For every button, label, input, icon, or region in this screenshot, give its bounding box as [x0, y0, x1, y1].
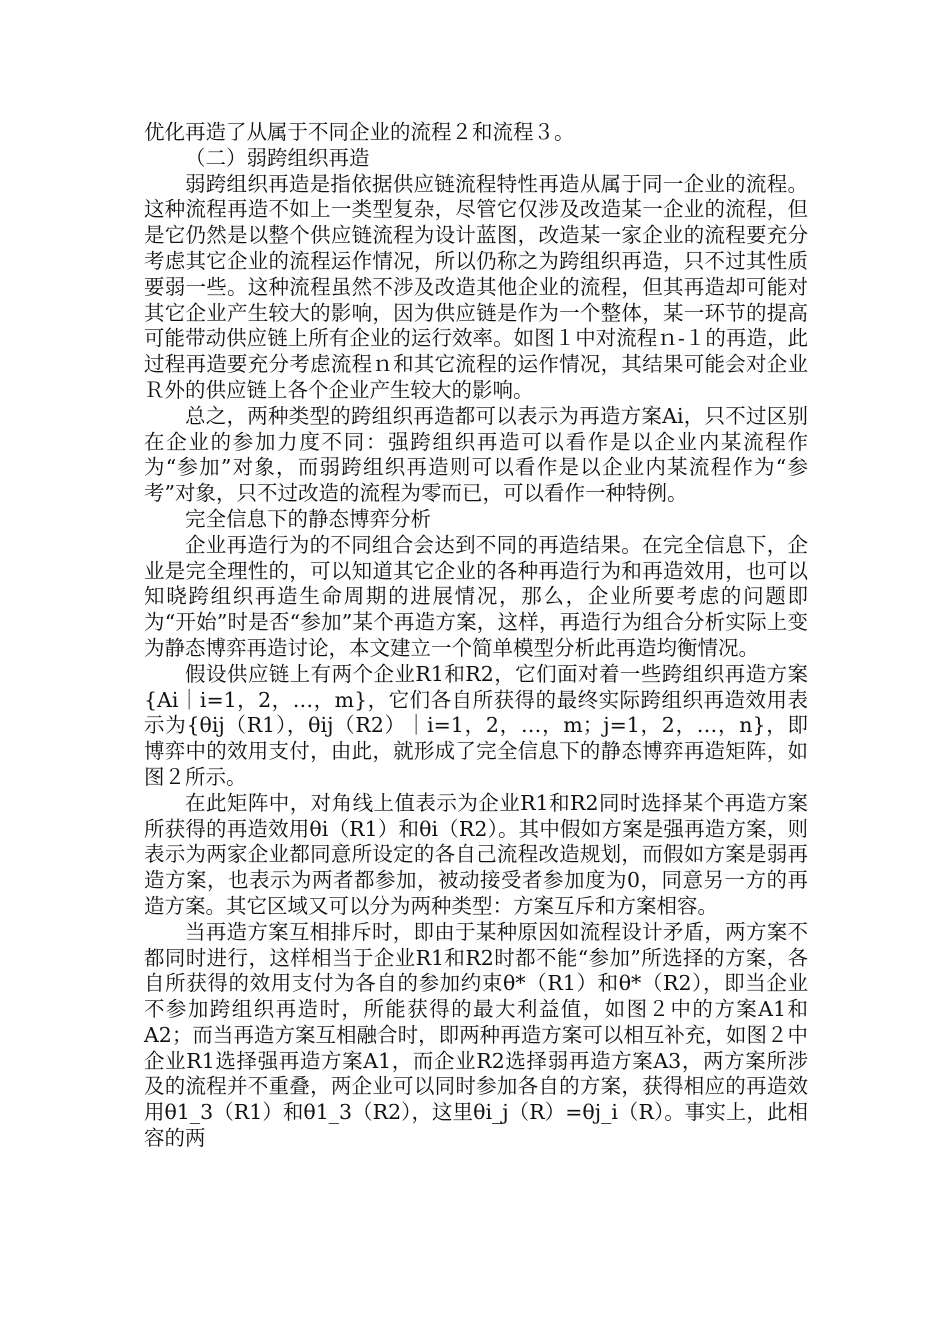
paragraph-weak-definition: 弱跨组织再造是指依据供应链流程特性再造从属于同一企业的流程。这种流程再造不如上一类型复杂，尽管它仅涉及改造某一企业的流程，但是它仍然是以整个供应链流程为设计蓝图，改造某一家企业的流程要充分考虑其它企业的流程运作情况，所以仍称之为跨组织再造，只不过其性质要弱一些。这种流程虽然不涉及改造其他企业的流程，但其再造却可能对其它企业产生较大的影响，因为供应链是作为一个整体，某一环节的提高可能带动供应链上所有企业的运行效率。如图１中对流程ｎ-１的再造，此过程再造要充分考虑流程ｎ和其它流程的运作情况，其结果可能会对企业Ｒ外的供应链上各个企业产生较大的影响。	[144, 171, 808, 402]
section-heading-static-game: 完全信息下的静态博弈分析	[185, 506, 431, 531]
document-page	[144, 120, 808, 1152]
paragraph-exclusive-compatible: 当再造方案互相排斥时，即由于某种原因如流程设计矛盾，两方案不都同时进行，这样相当于企业R1和R2时都不能“参加”所选择的方案，各自所获得的效用支付为各自的参加约束θ*（R1）和θ*（R2），即当企业不参加跨组织再造时，所能获得的最大利益值，如图２中的方案A1和A2；而当再造方案互相融合时，即两种再造方案可以相互补充，如图２中企业R1选择强再造方案A1，而企业R2选择弱再造方案A3，两方案所涉及的流程并不重叠，两企业可以同时参加各自的方案，获得相应的再造效用θ1_3（R1）和θ1_3（R2），这里θi_j（R）=θj_i（R）。事实上，此相容的两	[144, 919, 808, 1151]
paragraph-complete-information: 企业再造行为的不同组合会达到不同的再造结果。在完全信息下，企业是完全理性的，可以知道其它企业的各种再造行为和再造效用，也可以知晓跨组织再造生命周期的进展情况，那么，企业所要考虑的问题即为“开始”时是否“参加”某个再造方案，这样，再造行为组合分析实际上变为静态博弈再造讨论，本文建立一个简单模型分析此再造均衡情况。	[144, 532, 808, 660]
paragraph-assumption: 假设供应链上有两个企业R1和R2，它们面对着一些跨组织再造方案{Ai｜i=1，2，…，m}，它们各自所获得的最终实际跨组织再造效用表示为{θij（R1），θij（R2）｜i=1，2，…，m；j=1，2，…，n}，即博弈中的效用支付，由此，就形成了完全信息下的静态博弈再造矩阵，如图２所示。	[144, 661, 808, 789]
section-heading-weak-reengineering: （二）弱跨组织再造	[185, 145, 370, 170]
paragraph-matrix: 在此矩阵中，对角线上值表示为企业R1和R2同时选择某个再造方案所获得的再造效用θi（R1）和θi（R2）。其中假如方案是强再造方案，则表示为两家企业都同意所设定的各自己流程改造规划，而假如方案是弱再造方案，也表示为两者都参加，被动接受者参加度为0，同意另一方的再造方案。其它区域又可以分为两种类型：方案互斥和方案相容。	[144, 790, 808, 918]
paragraph-summary: 总之，两种类型的跨组织再造都可以表示为再造方案Ai，只不过区别在企业的参加力度不同：强跨组织再造可以看作是以企业内某流程作为“参加”对象，而弱跨组织再造则可以看作是以企业内某流程作为“参考”对象，只不过改造的流程为零而已，可以看作一种特例。	[144, 403, 808, 506]
paragraph-continuation: 优化再造了从属于不同企业的流程２和流程３。	[144, 120, 575, 144]
